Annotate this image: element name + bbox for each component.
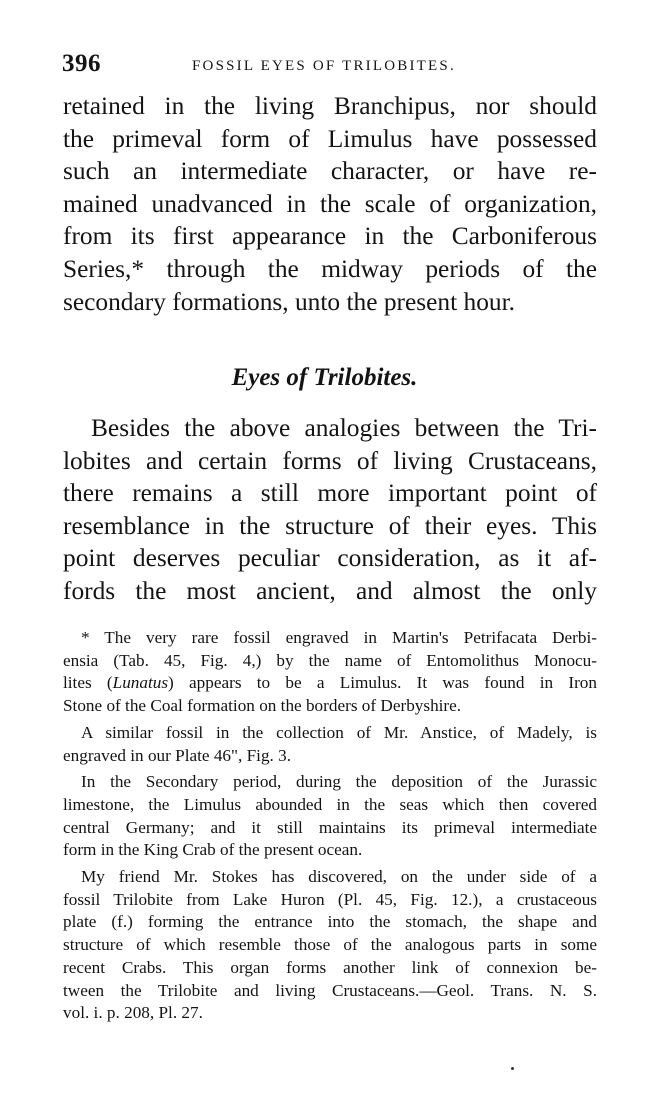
footnote-line [63, 672, 597, 695]
footnote-line: plate (f.) forming the entrance into the stomach, the shape and [63, 912, 597, 932]
footnote-line: In the Secondary period, during the deposition of the Jurassic [81, 772, 597, 792]
footnote-line: structure of which resemble those of the analogous parts in some [63, 935, 597, 955]
page-number: 396 [62, 50, 101, 77]
section-heading: Eyes of Trilobites. [231, 364, 418, 391]
footnote-text: lites ( [63, 673, 113, 693]
text-line: the primeval form of Limulus have possessed [63, 124, 597, 153]
text-line: Series,* through the midway periods of the [63, 254, 597, 283]
footnote-line: fossil Trilobite from Lake Huron (Pl. 45, Fig. 12.), a crustaceous [63, 889, 597, 909]
text-line: such an intermediate character, or have re- [63, 157, 597, 186]
text-line: secondary formations, unto the present hour. [63, 287, 515, 316]
footnote-anstice [63, 722, 597, 767]
footnote-secondary-period [63, 771, 597, 862]
text-line: lobites and certain forms of living Crustaceans, [63, 446, 597, 475]
footnote-line: * The very rare fossil engraved in Martin's Petrifacata Derbi- [81, 628, 597, 647]
footnote-line: recent Crabs. This organ forms another link of connexion be- [63, 957, 597, 977]
footnote-martin [63, 627, 597, 718]
text-line: fords the most ancient, and almost the only [63, 576, 597, 605]
text-line: from its first appearance in the Carboniferous [63, 222, 597, 251]
running-head: FOSSIL EYES OF TRILOBITES. [192, 58, 456, 74]
footnote-line: A similar fossil in the collection of Mr. Anstice, of Madely, is [81, 722, 597, 742]
text-line: there remains a still more important point of [63, 479, 597, 508]
footnote-line: ensia (Tab. 45, Fig. 4,) by the name of Entomolithus Monocu- [63, 650, 597, 670]
footnote-line: limestone, the Limulus abounded in the seas which then covered [63, 794, 597, 814]
page-header [62, 48, 596, 84]
footnote-line: Stone of the Coal formation on the borders of Derbyshire. [63, 696, 462, 716]
footnote-text: ) appears to be a Limulus. It was found in Iron [168, 673, 597, 693]
footnote-line: tween the Trilobite and living Crustaceans.—Geol. Trans. N. S. [63, 980, 597, 1000]
text-line: point deserves peculiar consideration, as it af- [63, 544, 597, 573]
text-line: Besides the above analogies between the Tri- [91, 414, 597, 442]
text-line: retained in the living Branchipus, nor should [63, 92, 597, 120]
footnote-line: My friend Mr. Stokes has discovered, on the under side of a [81, 867, 597, 887]
paragraph-eyes-of-trilobites [63, 412, 597, 608]
footnote-line: form in the King Crab of the present ocean. [63, 840, 363, 860]
print-speck [511, 1067, 514, 1070]
text-line: resemblance in the structure of their eyes. This [63, 511, 597, 540]
footnote-line: central Germany; and it still maintains its primeval intermediate [63, 817, 597, 837]
footnote-italic-term: Lunatus [112, 673, 169, 693]
footnote-stokes [63, 866, 597, 1025]
footnote-line: engraved in our Plate 46", Fig. 3. [63, 745, 292, 765]
footnote-line: vol. i. p. 208, Pl. 27. [63, 1003, 203, 1023]
footnotes [63, 627, 597, 1029]
text-line: mained unadvanced in the scale of organization, [63, 189, 597, 218]
paragraph-continuation [63, 90, 597, 318]
